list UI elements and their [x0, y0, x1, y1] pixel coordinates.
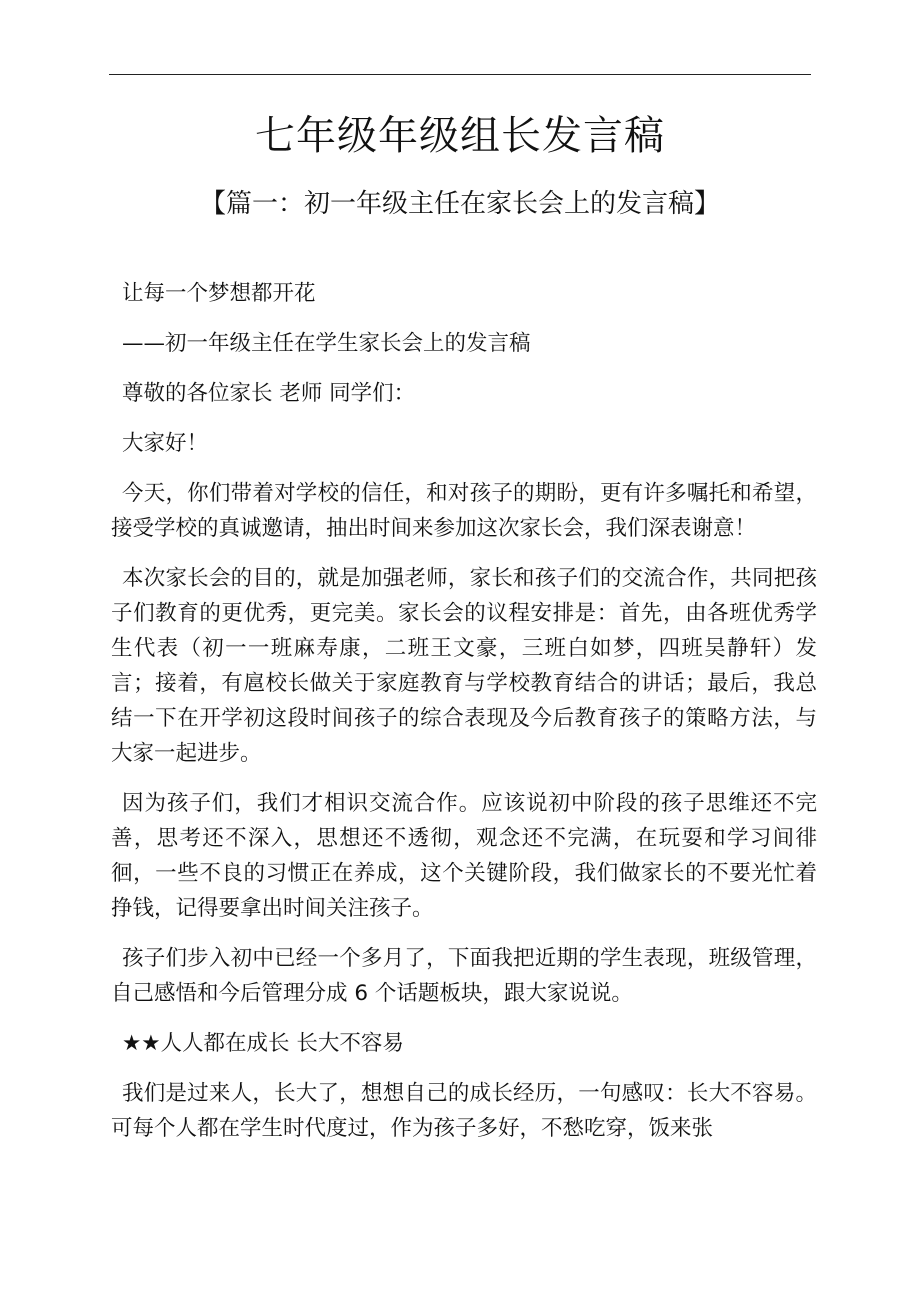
paragraph-5: 今天，你们带着对学校的信任，和对孩子的期盼，更有许多嘱托和希望，接受学校的真诚邀请，抽出时间来参加这次家长会，我们深表谢意！ [111, 481, 817, 541]
paragraph-1: 让每一个梦想都开花 [122, 281, 316, 306]
document-title: 七年级年级组长发言稿 [255, 113, 665, 159]
document-body [111, 276, 817, 1161]
paragraph-6: 本次家长会的目的，就是加强老师，家长和孩子们的交流合作，共同把孩子们教育的更优秀，更完美。家长会的议程安排是：首先，由各班优秀学生代表（初一一班麻寿康，二班王文豪，三班白如梦，四班吴静轩）发言；接着，有扈校长做关于家庭教育与学校教育结合的讲话；最后，我总结一下在开学初这段时间孩子的综合表现及今后教育孩子的策略方法，与大家一起进步。 [111, 566, 817, 766]
paragraph-9: ★★人人都在成长 长大不容易 [122, 1031, 404, 1056]
paragraph-8: 孩子们步入初中已经一个多月了，下面我把近期的学生表现，班级管理，自己感悟和今后管理分成 6 个话题板块，跟大家说说。 [111, 946, 817, 1006]
paragraph-2: ——初一年级主任在学生家长会上的发言稿 [122, 331, 531, 356]
paragraph-4: 大家好！ [122, 431, 209, 456]
paragraph-7: 因为孩子们，我们才相识交流合作。应该说初中阶段的孩子思维还不完善，思考还不深入，思想还不透彻，观念还不完满，在玩耍和学习间徘徊，一些不良的习惯正在养成，这个关键阶段，我们做家长的不要光忙着挣钱，记得要拿出时间关注孩子。 [111, 791, 817, 921]
header-rule [109, 74, 811, 75]
paragraph-10: 我们是过来人，长大了，想想自己的成长经历，一句感叹：长大不容易。可每个人都在学生时代度过，作为孩子多好，不愁吃穿，饭来张 [111, 1081, 817, 1141]
paragraph-3: 尊敬的各位家长 老师 同学们： [122, 381, 416, 406]
document-subtitle: 【篇一：初一年级主任在家长会上的发言稿】 [199, 189, 720, 219]
